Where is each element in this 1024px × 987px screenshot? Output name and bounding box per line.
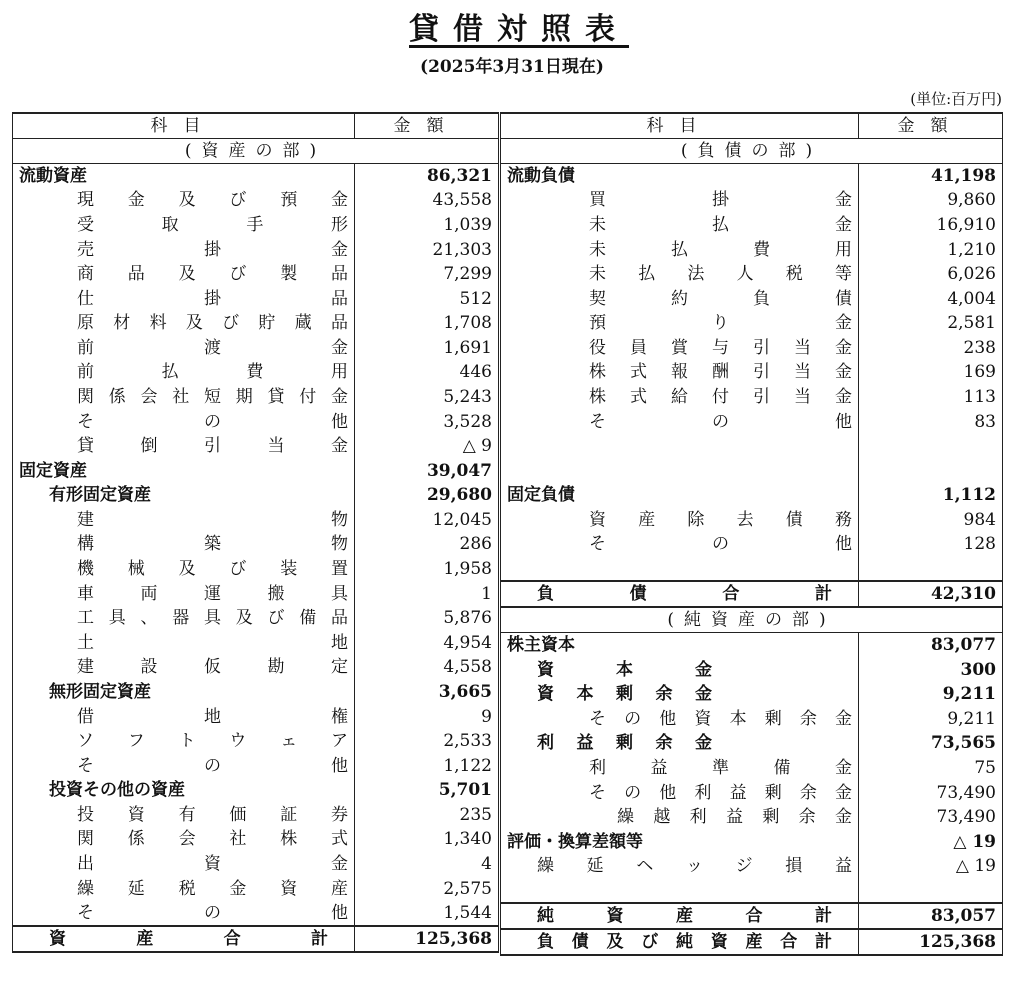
assets-row-amount: 3,665 <box>355 680 499 705</box>
assets-header-row <box>13 113 499 139</box>
assets-row-amount: 235 <box>355 803 499 828</box>
liabilities-row-amount: 83 <box>859 409 1003 434</box>
liabilities-row-text: 未 払 費 用 <box>589 239 852 260</box>
assets-row-amount: 2,533 <box>355 729 499 754</box>
liabilities-row <box>501 237 1003 262</box>
liabilities-row-label <box>501 458 859 483</box>
assets-row-label <box>13 803 355 828</box>
assets-row <box>13 532 499 557</box>
liabilities-row-text: 契 約 負 債 <box>589 288 852 309</box>
assets-row-amount: 1,340 <box>355 827 499 852</box>
assets-row-label <box>13 409 355 434</box>
assets-row-text: 建 設 仮 勘 定 <box>77 657 348 678</box>
liabilities-row-amount: 1,210 <box>859 237 1003 262</box>
assets-row-text: 前 払 費 用 <box>77 362 348 383</box>
liabilities-row <box>501 385 1003 410</box>
net-assets-row-label <box>501 731 859 756</box>
liabilities-header-row <box>501 113 1003 139</box>
net-assets-row-text: 株主資本 <box>507 635 575 656</box>
liabilities-row-text: そ の 他 <box>589 411 852 432</box>
assets-row-text: 貸 倒 引 当 金 <box>77 436 348 457</box>
liabilities-section-title-text: (負債の部) <box>501 139 1003 164</box>
liabilities-row-label <box>501 557 859 582</box>
liabilities-row-label <box>501 409 859 434</box>
liabilities-row-amount: 238 <box>859 336 1003 361</box>
liabilities-row-label <box>501 213 859 238</box>
liabilities-row-text: 買 掛 金 <box>589 190 852 211</box>
assets-header-amount: 金額 <box>355 113 499 139</box>
net-assets-total-row-text: 純 資 産 合 計 <box>537 906 832 927</box>
assets-row <box>13 704 499 729</box>
assets-row <box>13 286 499 311</box>
liabilities-row-text: 流動負債 <box>507 166 575 187</box>
assets-section-title-text: (資産の部) <box>13 139 499 164</box>
assets-row-amount: 86,321 <box>355 164 499 189</box>
assets-row-amount: 3,528 <box>355 409 499 434</box>
net-assets-row-label <box>501 756 859 781</box>
net-assets-row-text: そ の 他 資 本 剰 余 金 <box>589 708 852 729</box>
assets-row-label <box>13 532 355 557</box>
assets-row-text: 建 物 <box>77 509 348 530</box>
net-assets-row-amount: 83,077 <box>859 633 1003 658</box>
assets-row-label <box>13 483 355 508</box>
liabilities-row-label <box>501 336 859 361</box>
assets-row-text: 無形固定資産 <box>49 681 151 702</box>
liabilities-row <box>501 213 1003 238</box>
liabilities-row-label <box>501 434 859 459</box>
net-assets-row <box>501 731 1003 756</box>
liabilities-row-text: 株 式 給 付 引 当 金 <box>589 386 852 407</box>
assets-row-text: 機 械 及 び 装 置 <box>77 559 348 580</box>
assets-row-label <box>13 434 355 459</box>
liabilities-total-row <box>501 581 1003 607</box>
net-assets-row-text: 利 益 準 備 金 <box>589 758 852 778</box>
liabilities-row-label <box>501 286 859 311</box>
liabilities-total-row-amount: 42,310 <box>859 581 1003 607</box>
assets-row-text: 流動資産 <box>19 166 87 187</box>
assets-row-label <box>13 188 355 213</box>
liabilities-row <box>501 557 1003 582</box>
assets-row-label <box>13 704 355 729</box>
assets-row-amount: 4,558 <box>355 655 499 680</box>
assets-row-text: 構 築 物 <box>77 534 348 555</box>
net-assets-row-label <box>501 633 859 658</box>
net-assets-row <box>501 829 1003 854</box>
assets-row-text: 現 金 及 び 預 金 <box>77 190 348 211</box>
assets-row-amount: 286 <box>355 532 499 557</box>
assets-row-amount: 446 <box>355 360 499 385</box>
assets-row-label <box>13 508 355 533</box>
assets-row <box>13 729 499 754</box>
net-assets-row <box>501 682 1003 707</box>
liabilities-row <box>501 409 1003 434</box>
assets-row-label <box>13 680 355 705</box>
liabilities-row-amount: 9,860 <box>859 188 1003 213</box>
assets-header-item: 科目 <box>13 113 355 139</box>
liabilities-row-text: 固定負債 <box>507 485 575 506</box>
assets-row-label <box>13 164 355 189</box>
assets-row <box>13 753 499 778</box>
assets-row <box>13 164 499 189</box>
assets-row <box>13 803 499 828</box>
net-assets-row-amount: △ 19 <box>859 854 1003 879</box>
liabilities-section-title <box>501 139 1003 164</box>
assets-row-text: 売 掛 金 <box>77 239 348 260</box>
assets-row <box>13 606 499 631</box>
net-assets-row-amount: 9,211 <box>859 707 1003 732</box>
liabilities-total-row-text: 負 債 合 計 <box>537 584 832 605</box>
assets-row-text: 投 資 有 価 証 券 <box>77 804 348 825</box>
liabilities-row-amount: 1,112 <box>859 483 1003 508</box>
net-assets-row <box>501 805 1003 830</box>
assets-row-label <box>13 557 355 582</box>
assets-row <box>13 630 499 655</box>
assets-row-text: 固定資産 <box>19 460 87 481</box>
assets-row <box>13 237 499 262</box>
net-assets-row-label <box>501 854 859 879</box>
assets-row <box>13 385 499 410</box>
assets-total-row-text: 資 産 合 計 <box>49 928 328 949</box>
assets-row <box>13 262 499 287</box>
liabilities-row <box>501 458 1003 483</box>
net-assets-row-text: 資 本 剰 余 金 <box>537 684 712 705</box>
liabilities-net-assets-table <box>500 112 1003 956</box>
liabilities-row-label <box>501 188 859 213</box>
net-assets-row-amount: 73,490 <box>859 780 1003 805</box>
assets-row-text: そ の 他 <box>77 411 348 432</box>
net-assets-row-amount: △ 19 <box>859 829 1003 854</box>
net-assets-row-label <box>501 682 859 707</box>
assets-row-amount: 5,701 <box>355 778 499 803</box>
assets-row-text: 関 係 会 社 短 期 貸 付 金 <box>77 386 348 407</box>
assets-row-label <box>13 336 355 361</box>
assets-row <box>13 852 499 877</box>
assets-row <box>13 188 499 213</box>
net-assets-row-label <box>501 805 859 830</box>
assets-row-text: ソ フ ト ウ ェ ア <box>77 731 348 752</box>
assets-row <box>13 360 499 385</box>
net-assets-row-amount: 75 <box>859 756 1003 781</box>
liabilities-row <box>501 262 1003 287</box>
net-assets-row-label <box>501 829 859 854</box>
net-assets-row <box>501 780 1003 805</box>
assets-row-text: 前 渡 金 <box>77 337 348 358</box>
liabilities-row-amount: 6,026 <box>859 262 1003 287</box>
liabilities-row-amount <box>859 557 1003 582</box>
assets-row-text: 出 資 金 <box>77 853 348 874</box>
assets-row-amount: 7,299 <box>355 262 499 287</box>
liabilities-row-label <box>501 164 859 189</box>
liabilities-row-label <box>501 385 859 410</box>
assets-row <box>13 581 499 606</box>
assets-row <box>13 213 499 238</box>
net-assets-row-amount: 9,211 <box>859 682 1003 707</box>
assets-row <box>13 508 499 533</box>
assets-row-text: 原 材 料 及 び 貯 蔵 品 <box>77 313 348 334</box>
as-of-date: (2025年3月31日現在) <box>420 57 604 77</box>
net-assets-row <box>501 633 1003 658</box>
assets-row <box>13 311 499 336</box>
net-assets-row <box>501 657 1003 682</box>
assets-row-label <box>13 581 355 606</box>
net-assets-total-row-label <box>501 903 859 929</box>
grand-total-row-text: 負 債 及 び 純 資 産 合 計 <box>537 932 832 953</box>
assets-total-row-amount: 125,368 <box>355 926 499 952</box>
assets-row-label <box>13 655 355 680</box>
net-assets-row <box>501 756 1003 781</box>
net-assets-row-text: 資 本 金 <box>537 659 712 680</box>
assets-total-row-label <box>13 926 355 952</box>
liabilities-total-row-label <box>501 581 859 607</box>
net-assets-row-text: 繰 越 利 益 剰 余 金 <box>617 807 852 828</box>
assets-row <box>13 409 499 434</box>
assets-row-amount: 1,122 <box>355 753 499 778</box>
net-assets-row-label <box>501 707 859 732</box>
assets-row-amount: 5,243 <box>355 385 499 410</box>
assets-row <box>13 483 499 508</box>
assets-row-amount: 39,047 <box>355 458 499 483</box>
unit-label: (単位:百万円) <box>910 90 1002 108</box>
assets-row-amount: 1 <box>355 581 499 606</box>
assets-row-amount: 4 <box>355 852 499 877</box>
liabilities-row-amount: 169 <box>859 360 1003 385</box>
net-assets-row-amount: 73,490 <box>859 805 1003 830</box>
assets-row-text: 仕 掛 品 <box>77 288 348 309</box>
assets-row-amount: 5,876 <box>355 606 499 631</box>
liabilities-row-text: 資 産 除 去 債 務 <box>589 509 852 530</box>
liabilities-row-amount <box>859 434 1003 459</box>
assets-row-label <box>13 827 355 852</box>
net-assets-section-title-text: (純資産の部) <box>501 607 1003 633</box>
net-assets-row <box>501 854 1003 879</box>
net-assets-row-text: 評価・換算差額等 <box>507 831 643 852</box>
assets-row-text: 商 品 及 び 製 品 <box>77 264 348 285</box>
liabilities-row-label <box>501 262 859 287</box>
assets-row-label <box>13 213 355 238</box>
liabilities-row-text: 未 払 法 人 税 等 <box>589 264 852 285</box>
liabilities-row-amount: 2,581 <box>859 311 1003 336</box>
liabilities-row <box>501 434 1003 459</box>
assets-row-label <box>13 901 355 926</box>
assets-row-label <box>13 262 355 287</box>
net-assets-total-row-amount: 83,057 <box>859 903 1003 929</box>
document-title: 貸借対照表 <box>409 12 629 47</box>
assets-row-amount: 1,691 <box>355 336 499 361</box>
assets-row-text: 車 両 運 搬 具 <box>77 583 348 604</box>
assets-row-label <box>13 286 355 311</box>
liabilities-row-label <box>501 311 859 336</box>
assets-row-label <box>13 729 355 754</box>
liabilities-row-label <box>501 483 859 508</box>
assets-row-label <box>13 778 355 803</box>
liabilities-row <box>501 360 1003 385</box>
liabilities-row <box>501 336 1003 361</box>
liabilities-row-amount: 984 <box>859 508 1003 533</box>
net-assets-row-label <box>501 657 859 682</box>
assets-row-label <box>13 385 355 410</box>
assets-row-amount: 512 <box>355 286 499 311</box>
assets-row <box>13 876 499 901</box>
assets-row <box>13 557 499 582</box>
net-assets-row <box>501 879 1003 904</box>
assets-row-text: そ の 他 <box>77 902 348 923</box>
grand-total-row-label <box>501 929 859 955</box>
assets-row-label <box>13 630 355 655</box>
liabilities-row-amount: 128 <box>859 532 1003 557</box>
assets-row-amount: 4,954 <box>355 630 499 655</box>
assets-row-amount: △ 9 <box>355 434 499 459</box>
assets-row-label <box>13 360 355 385</box>
liabilities-row <box>501 188 1003 213</box>
liabilities-row-label <box>501 360 859 385</box>
assets-row-text: 土 地 <box>77 632 348 653</box>
grand-total-row <box>501 929 1003 955</box>
assets-row-text: 受 取 手 形 <box>77 214 348 235</box>
assets-row-text: そ の 他 <box>77 755 348 776</box>
liabilities-row <box>501 286 1003 311</box>
liabilities-row-text: 預 り 金 <box>589 313 852 334</box>
liabilities-row-amount <box>859 458 1003 483</box>
liabilities-row-label <box>501 508 859 533</box>
assets-row-amount: 2,575 <box>355 876 499 901</box>
liabilities-row-text: そ の 他 <box>589 534 852 555</box>
assets-row <box>13 336 499 361</box>
assets-row-label <box>13 458 355 483</box>
assets-table <box>12 112 499 953</box>
liabilities-row-text: 株 式 報 酬 引 当 金 <box>589 362 852 383</box>
assets-row <box>13 458 499 483</box>
assets-total-row <box>13 926 499 952</box>
assets-row-label <box>13 606 355 631</box>
net-assets-row-label <box>501 780 859 805</box>
net-assets-row-text: 利 益 剰 余 金 <box>537 733 712 754</box>
net-assets-row-label <box>501 879 859 904</box>
liabilities-row <box>501 311 1003 336</box>
net-assets-row <box>501 707 1003 732</box>
assets-row-amount: 1,958 <box>355 557 499 582</box>
assets-row-text: 投資その他の資産 <box>49 780 185 801</box>
liabilities-header-item: 科目 <box>501 113 859 139</box>
liabilities-row <box>501 508 1003 533</box>
net-assets-total-row <box>501 903 1003 929</box>
assets-row <box>13 434 499 459</box>
net-assets-row-text: そ の 他 利 益 剰 余 金 <box>589 782 852 803</box>
liabilities-row <box>501 164 1003 189</box>
assets-row-text: 工 具 、 器 具 及 び 備 品 <box>77 608 348 629</box>
liabilities-row-label <box>501 237 859 262</box>
assets-row-amount: 9 <box>355 704 499 729</box>
assets-row-amount: 1,708 <box>355 311 499 336</box>
assets-row-label <box>13 852 355 877</box>
assets-row-amount: 12,045 <box>355 508 499 533</box>
liabilities-row-label <box>501 532 859 557</box>
grand-total-row-amount: 125,368 <box>859 929 1003 955</box>
assets-row <box>13 680 499 705</box>
assets-row-label <box>13 753 355 778</box>
liabilities-row-amount: 113 <box>859 385 1003 410</box>
assets-row-amount: 1,544 <box>355 901 499 926</box>
assets-row-amount: 21,303 <box>355 237 499 262</box>
assets-row-amount: 29,680 <box>355 483 499 508</box>
assets-row <box>13 827 499 852</box>
assets-row-amount: 1,039 <box>355 213 499 238</box>
assets-row-label <box>13 311 355 336</box>
net-assets-row-text: 繰 延 ヘ ッ ジ 損 益 <box>537 856 852 877</box>
liabilities-row-text: 未 払 金 <box>589 214 852 235</box>
net-assets-row-amount <box>859 879 1003 904</box>
liabilities-header-amount: 金額 <box>859 113 1003 139</box>
assets-section-title <box>13 139 499 164</box>
liabilities-row-amount: 41,198 <box>859 164 1003 189</box>
assets-row-amount: 43,558 <box>355 188 499 213</box>
assets-row-text: 繰 延 税 金 資 産 <box>77 878 348 899</box>
net-assets-row-amount: 300 <box>859 657 1003 682</box>
assets-row <box>13 655 499 680</box>
assets-row-text: 借 地 権 <box>77 706 348 727</box>
liabilities-row-amount: 4,004 <box>859 286 1003 311</box>
liabilities-row <box>501 532 1003 557</box>
liabilities-row-amount: 16,910 <box>859 213 1003 238</box>
assets-row <box>13 778 499 803</box>
assets-row-label <box>13 876 355 901</box>
net-assets-section-title <box>501 607 1003 633</box>
assets-row-text: 有形固定資産 <box>49 485 151 506</box>
liabilities-row-text: 役 員 賞 与 引 当 金 <box>589 337 852 358</box>
assets-row-label <box>13 237 355 262</box>
assets-row-text: 関 係 会 社 株 式 <box>77 829 348 850</box>
net-assets-row-amount: 73,565 <box>859 731 1003 756</box>
liabilities-row <box>501 483 1003 508</box>
assets-row <box>13 901 499 926</box>
